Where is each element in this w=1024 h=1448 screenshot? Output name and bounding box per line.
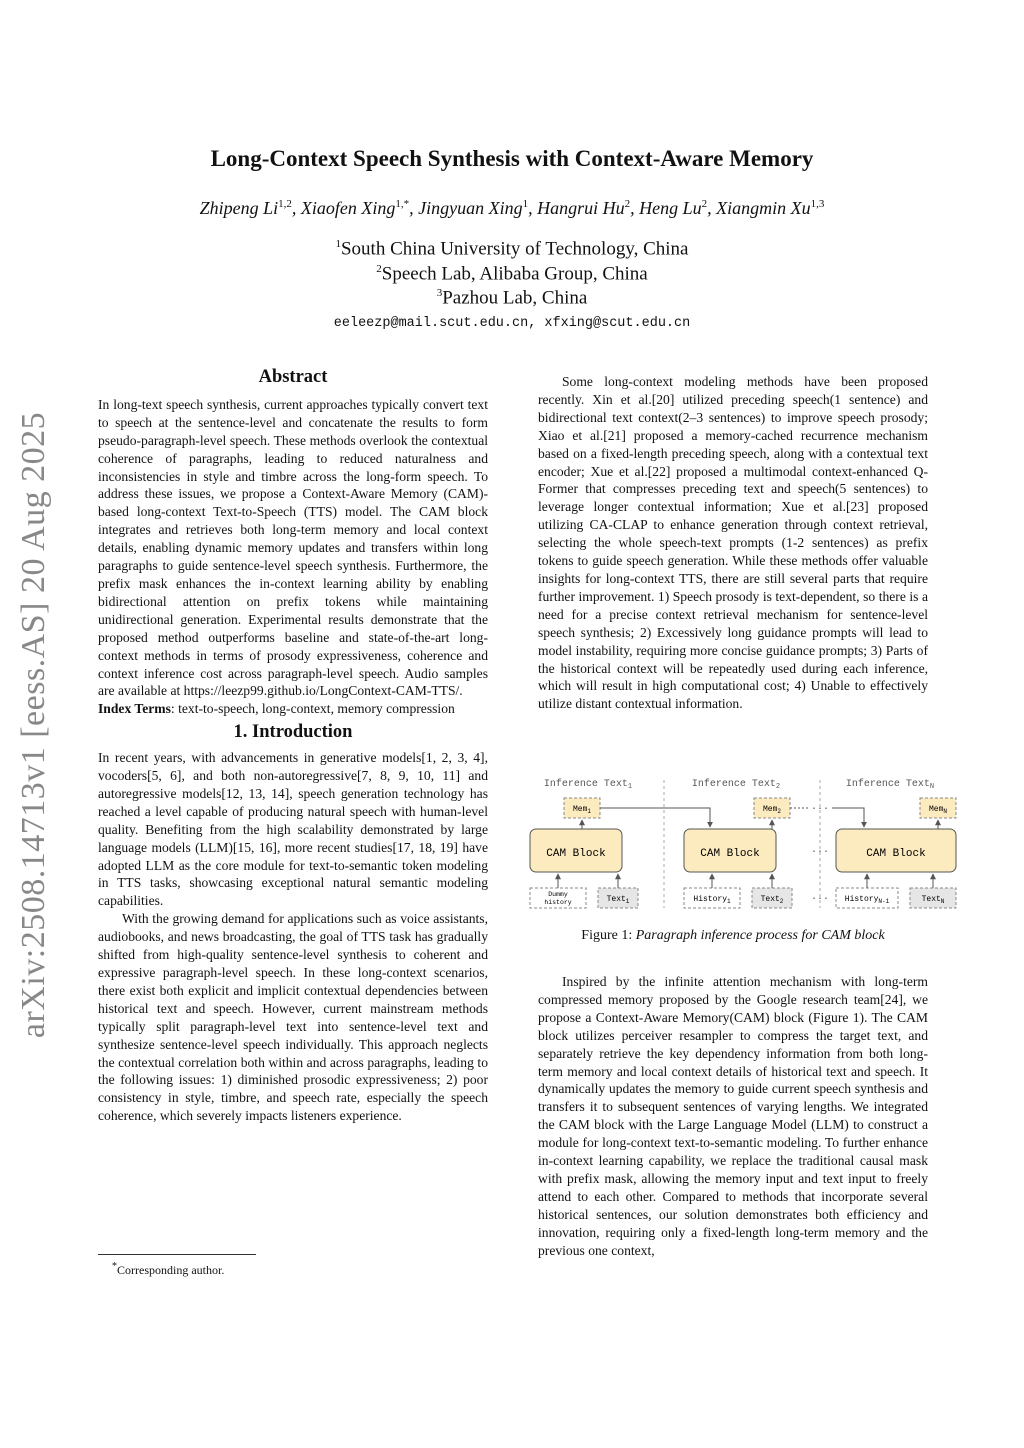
author-list: Zhipeng Li$^{1,2}$, Xiaofen Xing$^{1,*}$, Jingyuan Xing$^1$, Hangrui Hu$^2$, Heng Lu$^2$, Xiangmin Xu$^{1,3}$: [199, 198, 825, 218]
intro-paragraph-1: In recent years, with advancements in generative models[1, 2, 3, 4], vocoders[5, 6], and both non-autoregressive[7, 8, 9, 10, 11] and autoregressive models[12, 13, 14], speech generation technology has reached a level capable of producing natural speech with human-level quality. Benefiting from the high scalability demonstrated by large language models (LLM)[15, 16], more recent studies[17, 18, 19] have adopted LLM as the core module for text-to-semantic token modeling in TTS tasks, showcasing exceptional natural semantic modeling capabilities.: [98, 750, 488, 909]
author: Hangrui Hu$^2$: [537, 198, 631, 218]
svg-text:···: ···: [810, 847, 830, 858]
figure-1-caption: Figure 1: Paragraph inference process for CAM block: [581, 928, 885, 943]
abstract-text: In long-text speech synthesis, current approaches typically convert text to speech at the sentence-level and concatenate the results to form pseudo-paragraph-level speech. These methods overlook the contextual coherence of paragraphs, leading to reduced naturalness and inconsistencies in style and timbre across the long-form speech. To address these issues, we propose a Context-Aware Memory (CAM)-based long-context Text-to-Speech (TTS) model. The CAM block integrates and retrieves both long-term memory and local context details, enabling dynamic memory updates and transfers within long paragraphs to guide sentence-level speech synthesis. Furthermore, the prefix mask enhances the in-context learning ability by enabling bidirectional attention on prefix tokens while maintaining unidirectional generation. Experimental results demonstrate that the proposed method outperforms baseline and state-of-the-art long-context methods in terms of prosody expressiveness, coherence and context inference cost across paragraph-level speech. Audio samples are available at https://leezp99.github.io/LongContext-CAM-TTS/.: [98, 396, 488, 699]
arxiv-identifier-text: arXiv:2508.14713v1 [eess.AS] 20 Aug 2025: [15, 411, 53, 1039]
cam-block-label: CAM Block: [866, 848, 926, 860]
left-column: [98, 369, 488, 1125]
proposed-method-paragraph: Inspired by the infinite attention mechanism with long-term compressed memory proposed by the Google research team[24], we propose a Context-Aware Memory(CAM) block (Figure 1). The CAM block utilizes perceiver resampler to compress the target text, and separately retrieve the key dependency information from both long-term memory and local context details of historical text and speech. It dynamically updates the memory to guide current speech synthesis and transfers it to subsequent sentences of varying lengths. We integrated the CAM block with the Large Language Model (LLM) to construct a module for long-context text-to-semantic modeling. To further enhance in-context learning capability, we replace the traditional causal mask with prefix mask, allowing the memory input and text input to freely attend to each other. Compared to methods that incorporate several historical sentences, our solution demonstrates both efficiency and innovation, requiring only a fixed-length long-term memory and the previous one context,: [538, 974, 928, 1258]
index-terms: Index Terms: text-to-speech, long-context, memory compression: [98, 701, 455, 717]
history-label: History$_{N-1}$: [844, 895, 890, 905]
abstract-heading: Abstract: [258, 367, 328, 387]
affiliation: $^2$Speech Lab, Alibaba Group, China: [376, 263, 648, 285]
author: Heng Lu$^2$: [639, 198, 708, 218]
cam-block-label: CAM Block: [546, 848, 606, 860]
affiliation: $^1$South China University of Technology, China: [335, 238, 689, 260]
memory-label: Mem$_2$: [762, 805, 782, 815]
introduction-heading: 1. Introduction: [233, 722, 353, 743]
paper-title: Long-Context Speech Synthesis with Context-Aware Memory: [210, 146, 814, 171]
affiliation: $^3$Pazhou Lab, China: [436, 287, 588, 309]
history-label: History$_1$: [693, 895, 731, 905]
memory-label: Mem$_N$: [928, 805, 948, 815]
cam-block-label: CAM Block: [700, 848, 760, 860]
author: Jingyuan Xing$^1$: [418, 198, 529, 218]
right-column-top: [538, 373, 928, 713]
figure-1-diagram: [528, 770, 960, 910]
svg-text:···: ···: [810, 894, 830, 905]
intro-paragraph-2: With the growing demand for applications such as voice assistants, audiobooks, and news broadcasting, the goal of TTS task has gradually shifted from high-quality sentence-level synthesis to coherent and expressive paragraph-level speech. In these long-context scenarios, there exist both explicit and implicit contextual dependencies between historical text and speech. However, current mainstream methods typically split paragraph-level text into sentence-level text and synthesize sentence-level speech individually. This approach neglects the contextual correlation both within and across paragraphs, leading to the following issues: 1) diminished prosodic expressiveness; 2) poor consistency in style, timbre, and speech rate, especially the speech coherence, which severely impacts listeners experience.: [98, 911, 488, 1124]
arxiv-identifier: [6, 410, 62, 1040]
footnote: *Corresponding author.: [112, 1261, 225, 1277]
author: Zhipeng Li$^{1,2}$: [199, 198, 292, 218]
text-input-label: Text$_1$: [606, 895, 630, 905]
text-input-label: Text$_N$: [921, 895, 945, 905]
inference-text-label: Inference Text$_N$: [845, 779, 935, 791]
memory-label: Mem$_1$: [572, 805, 592, 815]
inference-text-label: Inference Text$_2$: [691, 779, 781, 791]
author: Xiangmin Xu$^{1,3}$: [716, 198, 825, 218]
dummy-history-label: Dummy: [548, 891, 568, 898]
footnote-divider: [98, 1254, 256, 1255]
inference-text-label: Inference Text$_1$: [543, 779, 633, 791]
author-emails: eeleezp@mail.scut.edu.cn, xfxing@scut.edu.cn: [333, 316, 691, 331]
svg-text:history: history: [544, 899, 572, 906]
related-work-paragraph: Some long-context modeling methods have been proposed recently. Xin et al.[20] utilized preceding speech(1 sentence) and bidirectional text context(2–3 sentences) to improve speech prosody; Xiao et al.[21] proposed a memory-cached recurrence mechanism based on a fixed-length preceding speech, along with a contextual text encoder; Xue et al.[22] proposed a multimodal context-enhanced Q-Former that compresses preceding text and speech(5 sentences) to leverage longer contextual information; Xue et al.[23] proposed utilizing CA-CLAP to enhance generation through context retrieval, selecting the whole speech-text prompts (1-2 sentences) as prefix tokens to guide speech generation. While these methods offer valuable insights for long-context TTS, there are still several parts that require further improvement. 1) Speech prosody is text-dependent, so there is a need for a precise context retrieval mechanism for sentence-level speech synthesis; 2) Excessively long guidance prompts will lead to model instability, requiring more concise guidance prompts; 3) Parts of the historical context will be repeatedly used during each inference, which will result in high computational cost; 4) Unable to effectively utilize distant contextual information.: [538, 374, 928, 712]
text-input-label: Text$_2$: [760, 895, 784, 905]
svg-text:···: ···: [810, 804, 830, 815]
right-column-bottom: [538, 973, 928, 1260]
author: Xiaofen Xing$^{1,*}$: [300, 198, 410, 218]
